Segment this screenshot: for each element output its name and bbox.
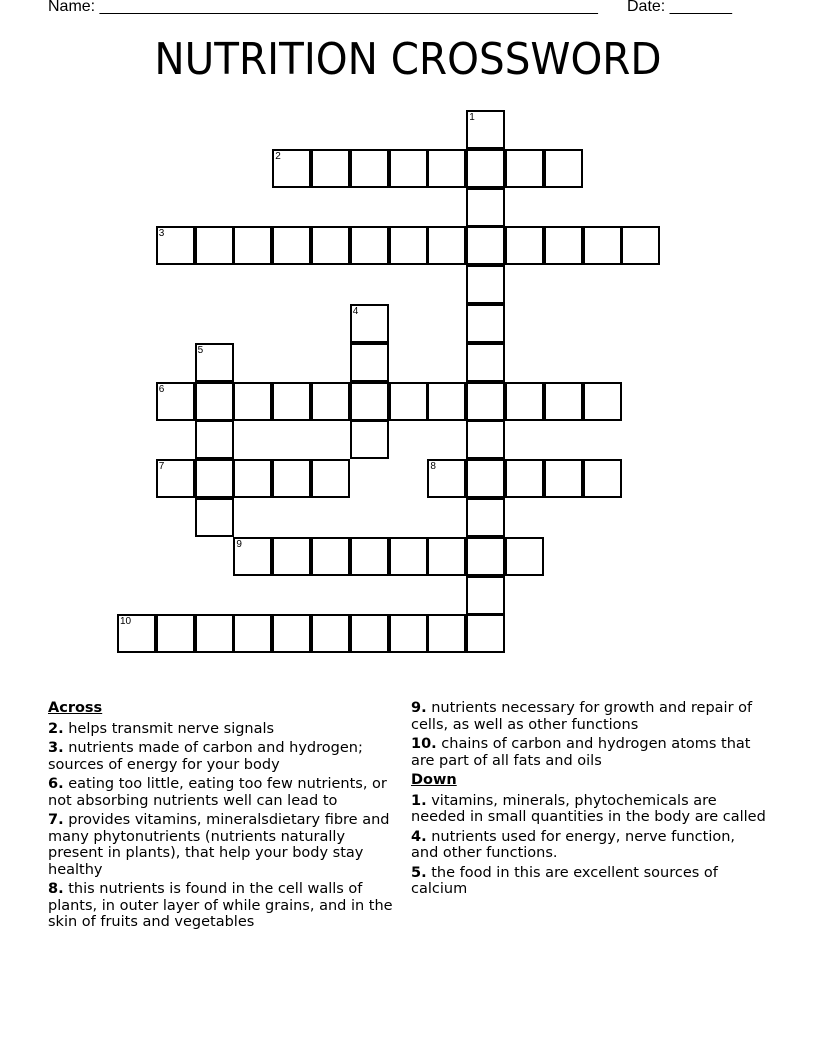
cell-number: 9 — [236, 538, 242, 550]
cell-number: 3 — [158, 228, 165, 240]
cell-number: 6 — [158, 383, 165, 395]
page-title: NUTRITION CROSSWORD — [154, 34, 662, 85]
grid-cell[interactable] — [389, 537, 428, 576]
clue-number: 1. — [411, 792, 427, 809]
grid-cell[interactable] — [466, 304, 505, 343]
grid-cell[interactable] — [195, 226, 234, 265]
grid-cell[interactable] — [544, 226, 583, 265]
clue-across-9 — [411, 700, 766, 733]
clue-across-10 — [411, 736, 766, 769]
grid-cell[interactable] — [427, 149, 466, 188]
clue-number: 8. — [48, 881, 64, 897]
clue-number: 6. — [48, 776, 64, 792]
grid-cell[interactable] — [389, 149, 428, 188]
grid-cell[interactable] — [544, 459, 583, 498]
cell-number: 7 — [158, 461, 165, 473]
clue-text: chains of carbon and hydrogen atoms that are part of all fats and oils — [411, 736, 751, 769]
down-heading: Down — [411, 772, 457, 788]
grid-cell[interactable] — [272, 149, 311, 188]
clue-down-1 — [411, 793, 766, 826]
grid-cell[interactable] — [350, 614, 389, 653]
grid-cell[interactable] — [505, 459, 544, 498]
clue-number: 5. — [411, 864, 427, 881]
grid-cell[interactable] — [505, 226, 544, 265]
grid-cell[interactable] — [195, 498, 234, 537]
grid-cell[interactable] — [466, 576, 505, 615]
clue-number: 3. — [48, 740, 64, 756]
grid-cell[interactable] — [466, 265, 505, 304]
grid-cell[interactable] — [466, 149, 505, 188]
clue-text: provides vitamins, mineralsdietary fibre and many phytonutrients (nutrients naturally present in plants), that help your body stay healthy — [48, 812, 390, 878]
grid-cell[interactable] — [505, 537, 544, 576]
grid-cell[interactable] — [427, 226, 466, 265]
clue-text: the food in this are excellent sources of calcium — [411, 864, 718, 897]
clue-number: 2. — [48, 720, 64, 737]
grid-cell[interactable] — [427, 459, 466, 498]
grid-cell[interactable] — [272, 459, 311, 498]
clue-down-4 — [411, 829, 766, 862]
clue-text: helps transmit nerve signals — [68, 720, 275, 737]
clue-text: this nutrients is found in the cell walls of plants, in outer layer of while grains, and in the skin of fruits and vegetables — [48, 881, 393, 930]
grid-cell[interactable] — [272, 382, 311, 421]
grid-cell[interactable] — [311, 537, 350, 576]
grid-cell[interactable] — [233, 382, 272, 421]
grid-cell[interactable] — [466, 188, 505, 227]
clue-across-7 — [48, 812, 403, 878]
grid-cell[interactable] — [544, 149, 583, 188]
grid-cell[interactable] — [583, 459, 622, 498]
grid-cell[interactable] — [272, 226, 311, 265]
grid-cell[interactable] — [233, 537, 272, 576]
grid-cell[interactable] — [233, 459, 272, 498]
cell-number: 4 — [352, 306, 359, 317]
grid-cell[interactable] — [195, 614, 234, 653]
grid-cell[interactable] — [350, 420, 389, 459]
grid-cell[interactable] — [466, 110, 505, 149]
clue-down-5 — [411, 865, 766, 898]
grid-cell[interactable] — [156, 614, 195, 653]
clues-right-column — [411, 700, 766, 901]
date-field: Date: _______ — [627, 0, 732, 15]
grid-cell[interactable] — [427, 382, 466, 421]
cell-number: 10 — [120, 616, 132, 628]
grid-cell[interactable] — [389, 614, 428, 653]
grid-cell[interactable] — [466, 343, 505, 382]
cell-number: 5 — [197, 344, 204, 356]
grid-cell[interactable] — [389, 382, 428, 421]
grid-cell[interactable] — [156, 226, 195, 265]
grid-cell[interactable] — [195, 459, 234, 498]
across-heading: Across — [48, 700, 103, 716]
clue-text: eating too little, eating too few nutrients, or not absorbing nutrients well can lead to — [48, 776, 387, 809]
clue-text: vitamins, minerals, phytochemicals are needed in small quantities in the body are called — [411, 792, 766, 825]
grid-cell[interactable] — [544, 382, 583, 421]
grid-cell[interactable] — [466, 459, 505, 498]
clue-across-3 — [48, 740, 403, 773]
clues-left-column — [48, 700, 403, 934]
grid-cell[interactable] — [311, 459, 350, 498]
clue-text: nutrients used for energy, nerve function, and other functions. — [411, 828, 736, 861]
grid-cell[interactable] — [272, 537, 311, 576]
grid-cell[interactable] — [583, 226, 622, 265]
clue-number: 9. — [411, 700, 427, 716]
grid-cell[interactable] — [427, 537, 466, 576]
grid-cell[interactable] — [156, 459, 195, 498]
clue-across-2 — [48, 721, 403, 738]
clue-number: 4. — [411, 828, 427, 845]
grid-cell[interactable] — [583, 382, 622, 421]
clue-text: nutrients necessary for growth and repair of cells, as well as other functions — [411, 700, 753, 733]
clue-across-6 — [48, 776, 403, 809]
grid-cell[interactable] — [466, 226, 505, 265]
clue-number: 10. — [411, 736, 437, 752]
grid-cell[interactable] — [117, 614, 156, 653]
grid-cell[interactable] — [195, 343, 234, 382]
grid-cell[interactable] — [233, 226, 272, 265]
grid-cell[interactable] — [311, 149, 350, 188]
grid-cell[interactable] — [311, 226, 350, 265]
grid-cell[interactable] — [311, 614, 350, 653]
grid-cell[interactable] — [466, 537, 505, 576]
grid-cell[interactable] — [350, 226, 389, 265]
grid-cell[interactable] — [389, 226, 428, 265]
grid-cell[interactable] — [272, 614, 311, 653]
grid-cell[interactable] — [350, 149, 389, 188]
grid-cell[interactable] — [195, 420, 234, 459]
clue-across-8 — [48, 881, 403, 931]
grid-cell[interactable] — [505, 382, 544, 421]
clue-text: nutrients made of carbon and hydrogen; sources of energy for your body — [48, 740, 363, 773]
name-field: Name: ________________________________________________________ — [48, 0, 598, 15]
cell-number: 2 — [275, 150, 281, 162]
grid-cell[interactable] — [466, 420, 505, 459]
grid-cell[interactable] — [350, 537, 389, 576]
grid-cell[interactable] — [311, 382, 350, 421]
grid-cell[interactable] — [350, 382, 389, 421]
grid-cell[interactable] — [466, 498, 505, 537]
grid-cell[interactable] — [350, 304, 389, 343]
grid-cell[interactable] — [195, 382, 234, 421]
clue-number: 7. — [48, 812, 64, 828]
grid-cell[interactable] — [427, 614, 466, 653]
grid-cell[interactable] — [233, 614, 272, 653]
grid-cell[interactable] — [466, 382, 505, 421]
grid-cell[interactable] — [621, 226, 660, 265]
cell-number: 8 — [430, 461, 436, 473]
cell-number: 1 — [469, 112, 475, 123]
grid-cell[interactable] — [350, 343, 389, 382]
grid-cell[interactable] — [505, 149, 544, 188]
grid-cell[interactable] — [156, 382, 195, 421]
grid-cell[interactable] — [466, 614, 505, 653]
